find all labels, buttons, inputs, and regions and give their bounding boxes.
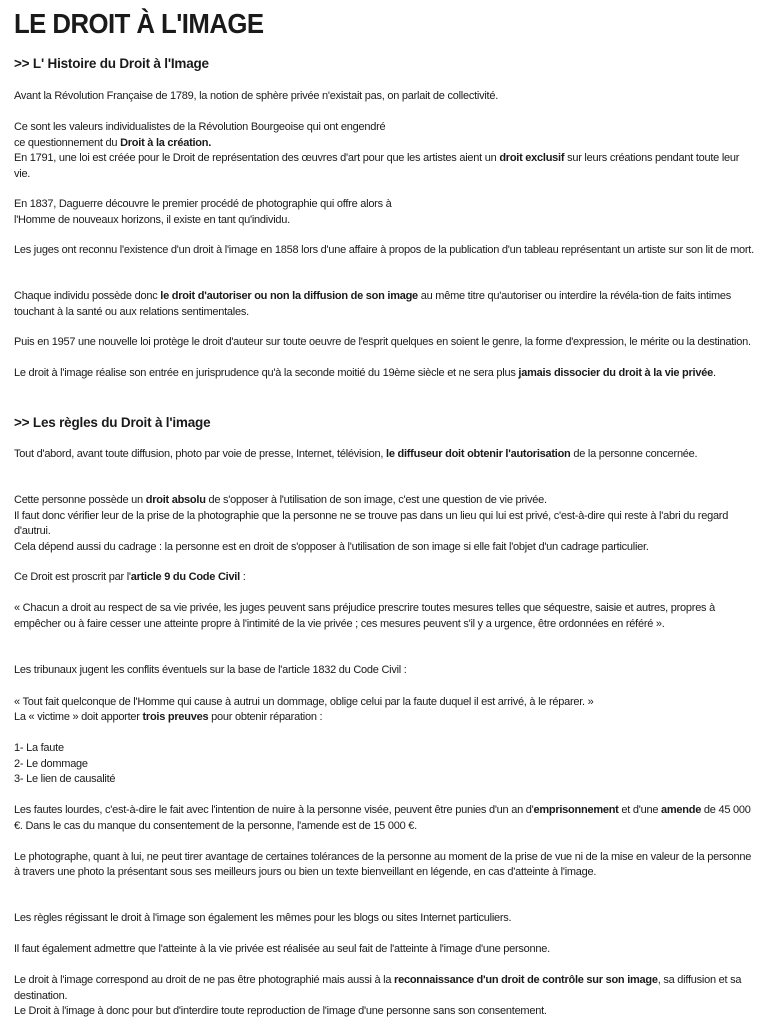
paragraph: Le droit à l'image réalise son entrée en jurisprudence qu'à la seconde moitié du 19ème siècle et ne sera plus jamais dissocier du droit à la vie privée.: [14, 367, 716, 379]
paragraph: Il faut également admettre que l'atteinte à la vie privée est réalisée au seul fait de l'atteinte à l'image d'une personne.: [14, 943, 550, 955]
paragraph: Il faut donc vérifier leur de la prise de la photographie que la personne ne se trouve pas dans un lieu qui lui est privé, c'est-à-dire qui reste à l'abri du regard d'autrui.: [14, 509, 729, 537]
paragraph: Chaque individu possède donc le droit d'autoriser ou non la diffusion de son image au même titre qu'autoriser ou interdire la révéla-tion de faits intimes touchant à la santé ou aux relations sentimentales.: [14, 290, 731, 318]
paragraph: Avant la Révolution Française de 1789, la notion de sphère privée n'existait pas, on parlait de collectivité.: [14, 90, 499, 102]
document-title: LE DROIT À L'IMAGE: [14, 8, 264, 39]
paragraph: Le droit à l'image correspond au droit de ne pas être photographié mais aussi à la reconnaissance d'un droit de contrôle sur son image, sa diffusion et sa destination.: [14, 974, 742, 1002]
paragraph: Ce sont les valeurs individualistes de la Révolution Bourgeoise qui ont engendré: [14, 121, 386, 133]
quote-paragraph: « Tout fait quelconque de l'Homme qui cause à autrui un dommage, oblige celui par la faute duquel il est arrivé, à le réparer. »: [14, 695, 594, 708]
list-item: 1- La faute: [14, 742, 64, 754]
paragraph: Les fautes lourdes, c'est-à-dire le fait avec l'intention de nuire à la personne visée, peuvent être punies d'un an d'emprisonnement et d'une amende de 45 000 €. Dans le cas du manque du consentement de la personne, l'amende est de 15 000 €.: [14, 804, 751, 832]
section-heading-histoire: >> L' Histoire du Droit à l'Image: [14, 56, 209, 71]
paragraph: Cela dépend aussi du cadrage : la personne est en droit de s'opposer à l'utilisation de son image si elle fait l'objet d'un cadrage particulier.: [14, 540, 649, 553]
quote-paragraph: « Chacun a droit au respect de sa vie privée, les juges peuvent sans préjudice prescrire toutes mesures telles que séquestre, saisie et autres, propres à empêcher ou à faire cesser une atteinte propre à l'intimité de la vie privée ; ces mesures peuvent s'il y a urgence, être ordonnées en référé ».: [14, 602, 715, 630]
paragraph: Cette personne possède un droit absolu de s'opposer à l'utilisation de son image, c'est une question de vie privée.: [14, 494, 547, 506]
paragraph: En 1791, une loi est créée pour le Droit de représentation des œuvres d'art pour que les artistes aient un droit exclusif sur leurs créations pendant toute leur vie.: [14, 152, 740, 180]
paragraph: Les juges ont reconnu l'existence d'un droit à l'image en 1858 lors d'une affaire à propos de la publication d'un tableau représentant un artiste sur son lit de mort.: [14, 244, 754, 256]
document-page: [14, 0, 758, 1017]
paragraph: Le Droit à l'image à donc pour but d'interdire toute reproduction de l'image d'une personne sans son consentement.: [14, 1005, 547, 1017]
paragraph: Puis en 1957 une nouvelle loi protège le droit d'auteur sur toute oeuvre de l'esprit quelques en soient le genre, la forme d'expression, le mérite ou la destination.: [14, 336, 751, 348]
paragraph: Le photographe, quant à lui, ne peut tirer avantage de certaines tolérances de la personne au moment de la prise de vue ni de la mise en valeur de la personne à travers une photo la présentant sous ses meilleurs jours ou bien un texte bienveillant en légende, en cas d'atteinte à l'image.: [14, 850, 752, 878]
paragraph: En 1837, Daguerre découvre le premier procédé de photographie qui offre alors à: [14, 198, 392, 210]
list-item: 2- Le dommage: [14, 757, 88, 770]
paragraph: Tout d'abord, avant toute diffusion, photo par voie de presse, Internet, télévision, le diffuseur doit obtenir l'autorisation de la personne concernée.: [14, 448, 698, 460]
section-heading-regles: >> Les règles du Droit à l'image: [14, 415, 211, 430]
paragraph: Ce Droit est proscrit par l'article 9 du Code Civil :: [14, 571, 246, 583]
list-item: 3- Le lien de causalité: [14, 773, 116, 785]
paragraph: l'Homme de nouveaux horizons, il existe en tant qu'individu.: [14, 213, 290, 226]
paragraph: Les règles régissant le droit à l'image son également les mêmes pour les blogs ou sites Internet particuliers.: [14, 912, 512, 924]
paragraph: ce questionnement du Droit à la création.: [14, 136, 212, 149]
paragraph: La « victime » doit apporter trois preuves pour obtenir réparation :: [14, 711, 323, 723]
paragraph: Les tribunaux jugent les conflits éventuels sur la base de l'article 1832 du Code Civil :: [14, 664, 407, 676]
